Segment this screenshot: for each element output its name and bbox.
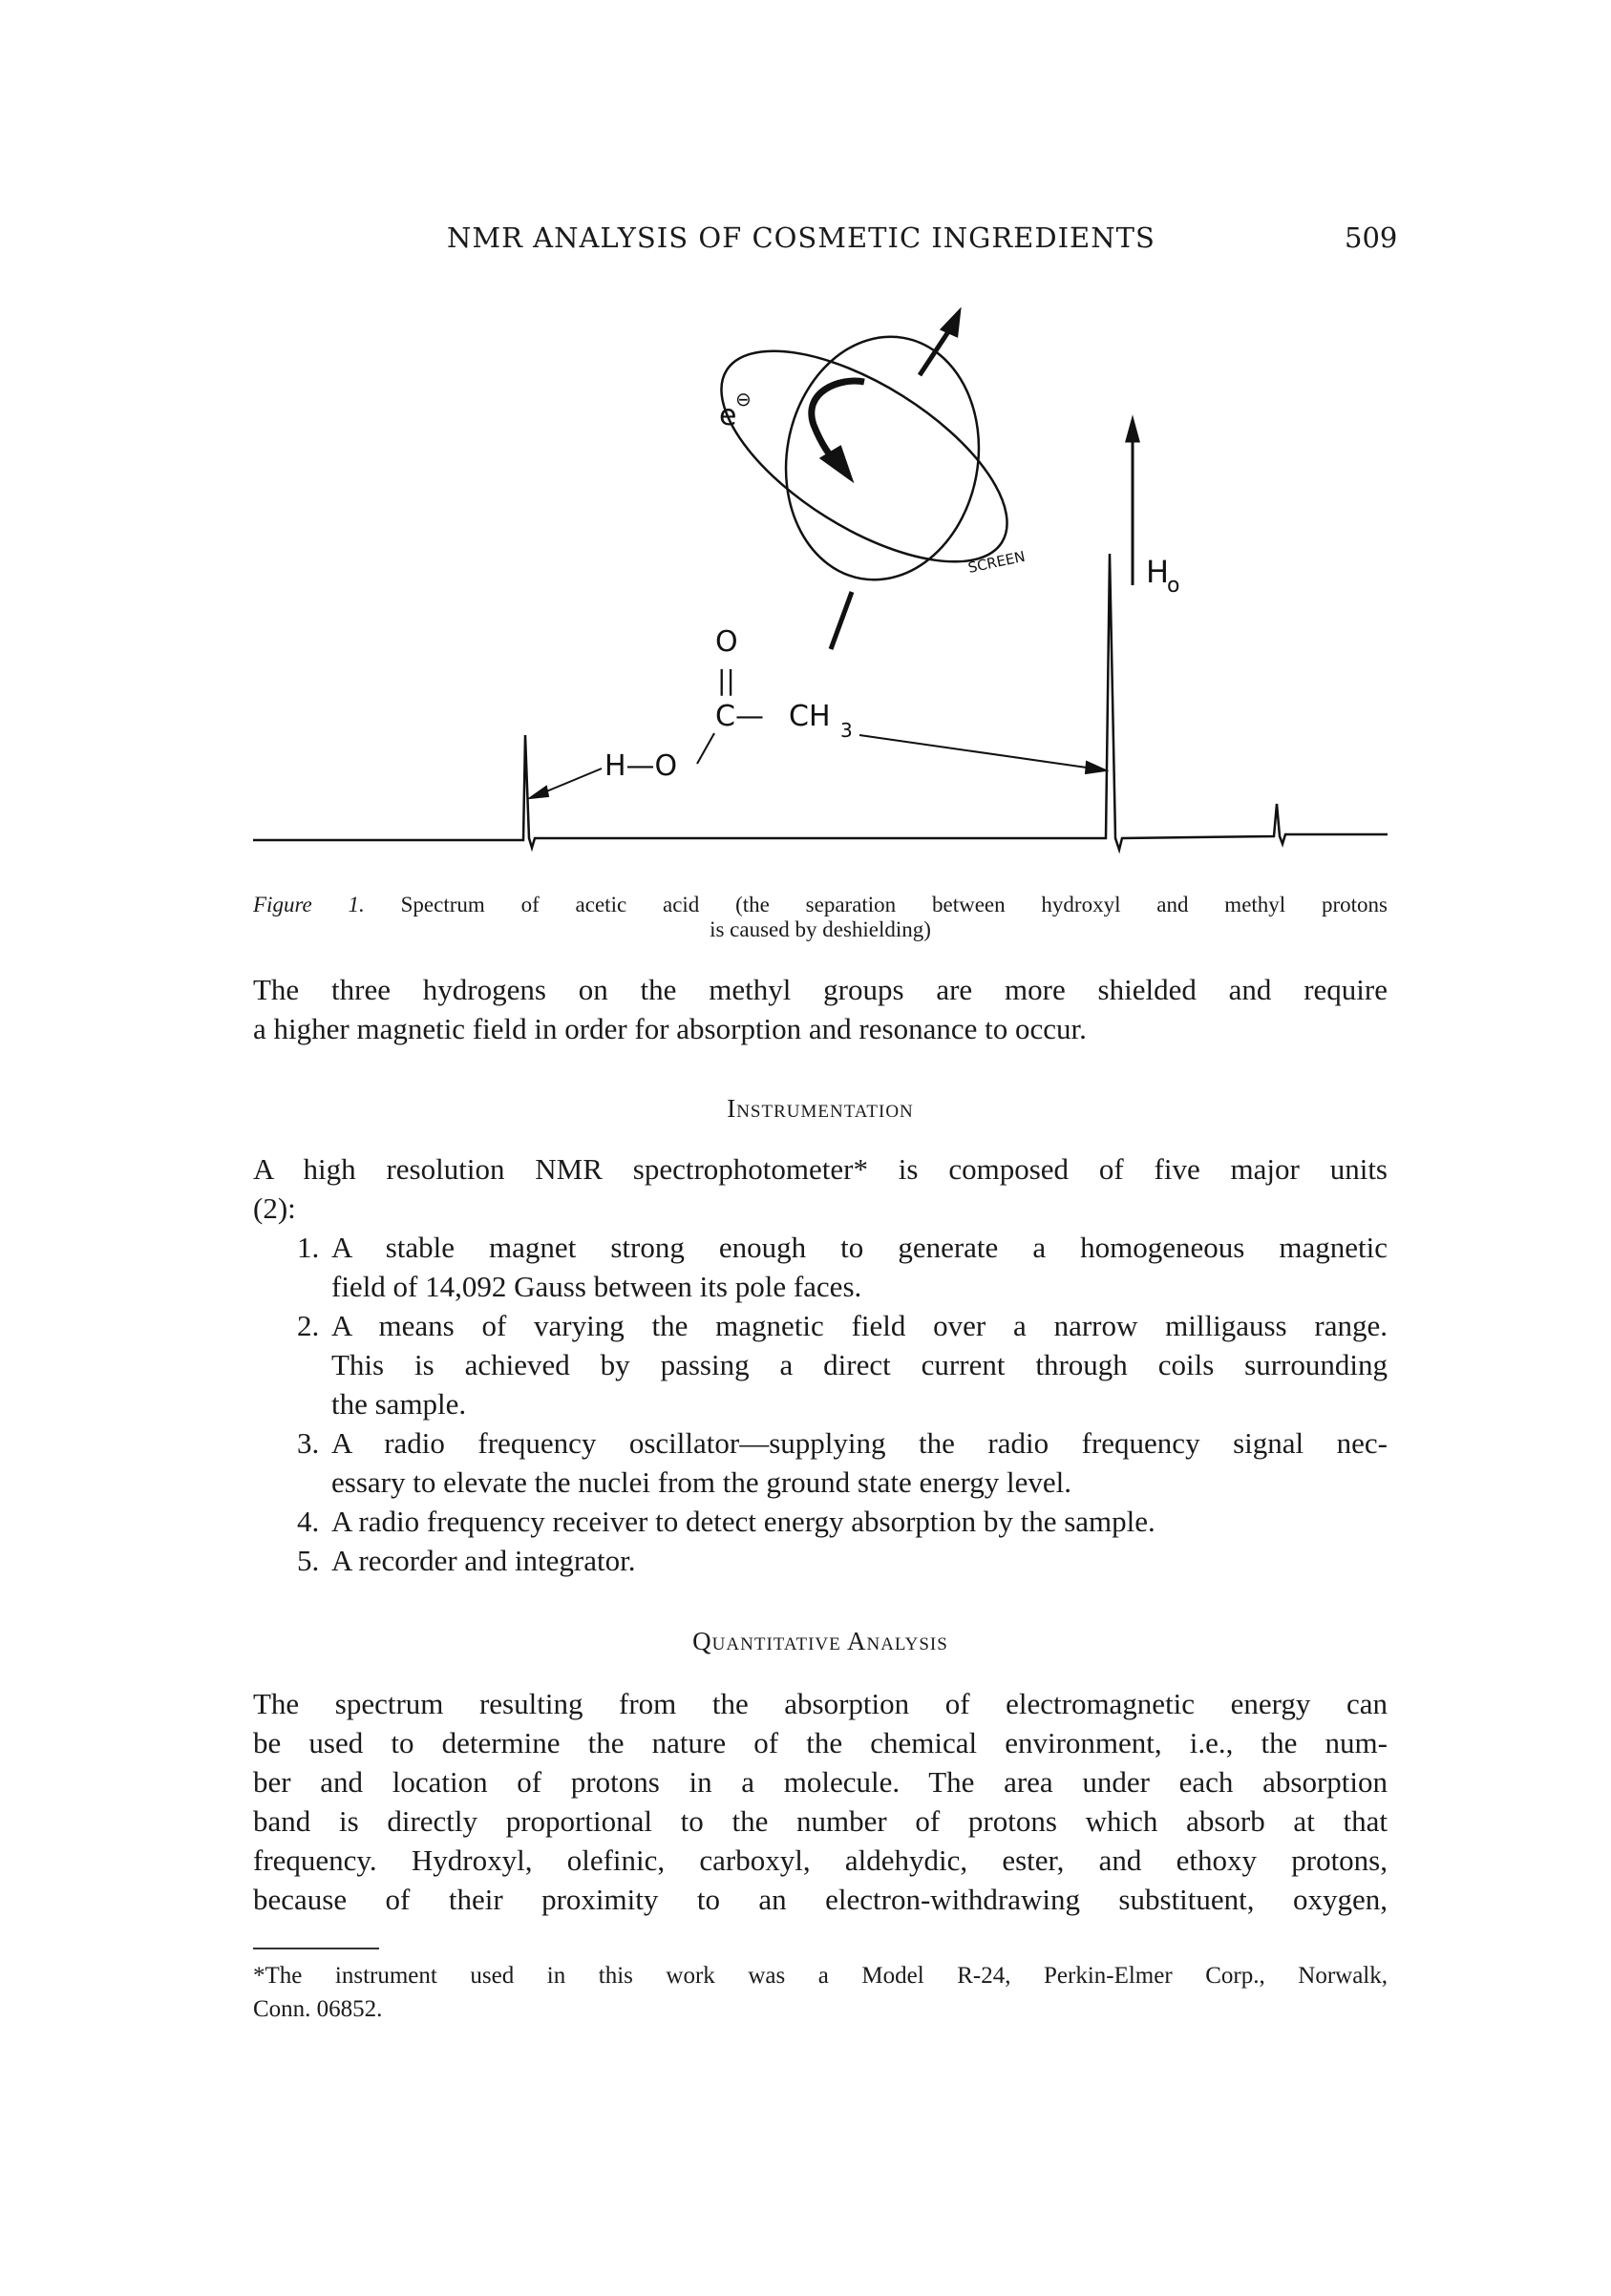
- screen-label: SCREEN: [966, 547, 1028, 577]
- field-label: H: [1146, 554, 1170, 590]
- carbonyl-oxygen: O: [715, 625, 738, 659]
- paragraph-line: band is directly proportional to the number of protons which absorb at that: [253, 1804, 1388, 1838]
- carbon-label: C—: [715, 700, 764, 733]
- paragraph-line: The three hydrogens on the methyl groups are more shielded and require: [253, 973, 1388, 1006]
- quantitative-paragraph: [253, 1684, 1388, 1919]
- figure-caption: [253, 893, 1388, 942]
- caption-line: Spectrum of acetic acid (the separation between hydroxyl and methyl protons: [400, 893, 1388, 916]
- paragraph-line: frequency. Hydroxyl, olefinic, carboxyl, aldehydic, ester, and ethoxy protons,: [253, 1843, 1388, 1877]
- field-subscript: o: [1167, 574, 1180, 598]
- footnote: [253, 1959, 1388, 2026]
- section-heading-instrumentation: Instrumentation: [727, 1094, 914, 1123]
- field-arrow: [1127, 420, 1138, 585]
- list-item: 2. A means of varying the magnetic field over a narrow milligauss range. This is achieved by passing a direct current through coils surrounding the sample.: [297, 1309, 1388, 1421]
- electron-charge: ⊖: [735, 388, 752, 411]
- list-item: 4. A radio frequency receiver to detect energy absorption by the sample.: [297, 1505, 1155, 1538]
- caption-line: is caused by deshielding): [710, 917, 931, 941]
- paragraph-line: ber and location of protons in a molecule. The area under each absorption: [253, 1765, 1388, 1799]
- electron-label: e: [719, 399, 737, 432]
- page-number: 509: [1345, 221, 1398, 254]
- list-item: 3. A radio frequency oscillator—supplying the radio frequency signal nec- essary to elevate the nuclei from the ground state energy level.: [297, 1426, 1388, 1499]
- running-head: NMR ANALYSIS OF COSMETIC INGREDIENTS: [447, 221, 1155, 254]
- footnote-line: Conn. 06852.: [253, 1996, 383, 2022]
- hydroxyl-label: H—O: [604, 749, 678, 783]
- paragraph-line: a higher magnetic field in order for absorption and resonance to occur.: [253, 1012, 1087, 1045]
- paragraph-line: The spectrum resulting from the absorption of electromagnetic energy can: [253, 1687, 1388, 1720]
- paragraph-line: because of their proximity to an electron-withdrawing substituent, oxygen,: [253, 1883, 1388, 1916]
- figure-1-nmr-spectrum: [0, 0, 1611, 907]
- paragraph-line: be used to determine the nature of the chemical environment, i.e., the num-: [253, 1726, 1388, 1759]
- caption-label: Figure 1.: [253, 893, 365, 916]
- section-heading-quantitative-analysis: Quantitative Analysis: [692, 1627, 948, 1655]
- instrumentation-section: [253, 1149, 1388, 1580]
- paragraph-line: A high resolution NMR spectrophotometer* is composed of five major units: [253, 1152, 1388, 1186]
- footnote-line: *The instrument used in this work was a Model R-24, Perkin-Elmer Corp., Norwalk,: [253, 1963, 1388, 1989]
- double-bond: ||: [717, 664, 735, 696]
- methyl-label: CH: [789, 700, 831, 733]
- intro-paragraph: [253, 970, 1388, 1048]
- spin-axis-bottom: [831, 592, 852, 649]
- paragraph-line: (2):: [253, 1191, 296, 1225]
- methyl-subscript: 3: [840, 719, 853, 742]
- nucleus-sphere: [767, 322, 997, 596]
- c-o-bond: [697, 733, 714, 764]
- spin-sphere-diagram: [689, 309, 1040, 649]
- spin-axis-arrowhead: [942, 310, 960, 336]
- list-item: 1. A stable magnet strong enough to generate a homogeneous magnetic field of 14,092 Gauss between its pole faces.: [297, 1231, 1388, 1303]
- footnote-rule: [253, 1948, 379, 1949]
- list-item: 5. A recorder and integrator.: [297, 1544, 636, 1577]
